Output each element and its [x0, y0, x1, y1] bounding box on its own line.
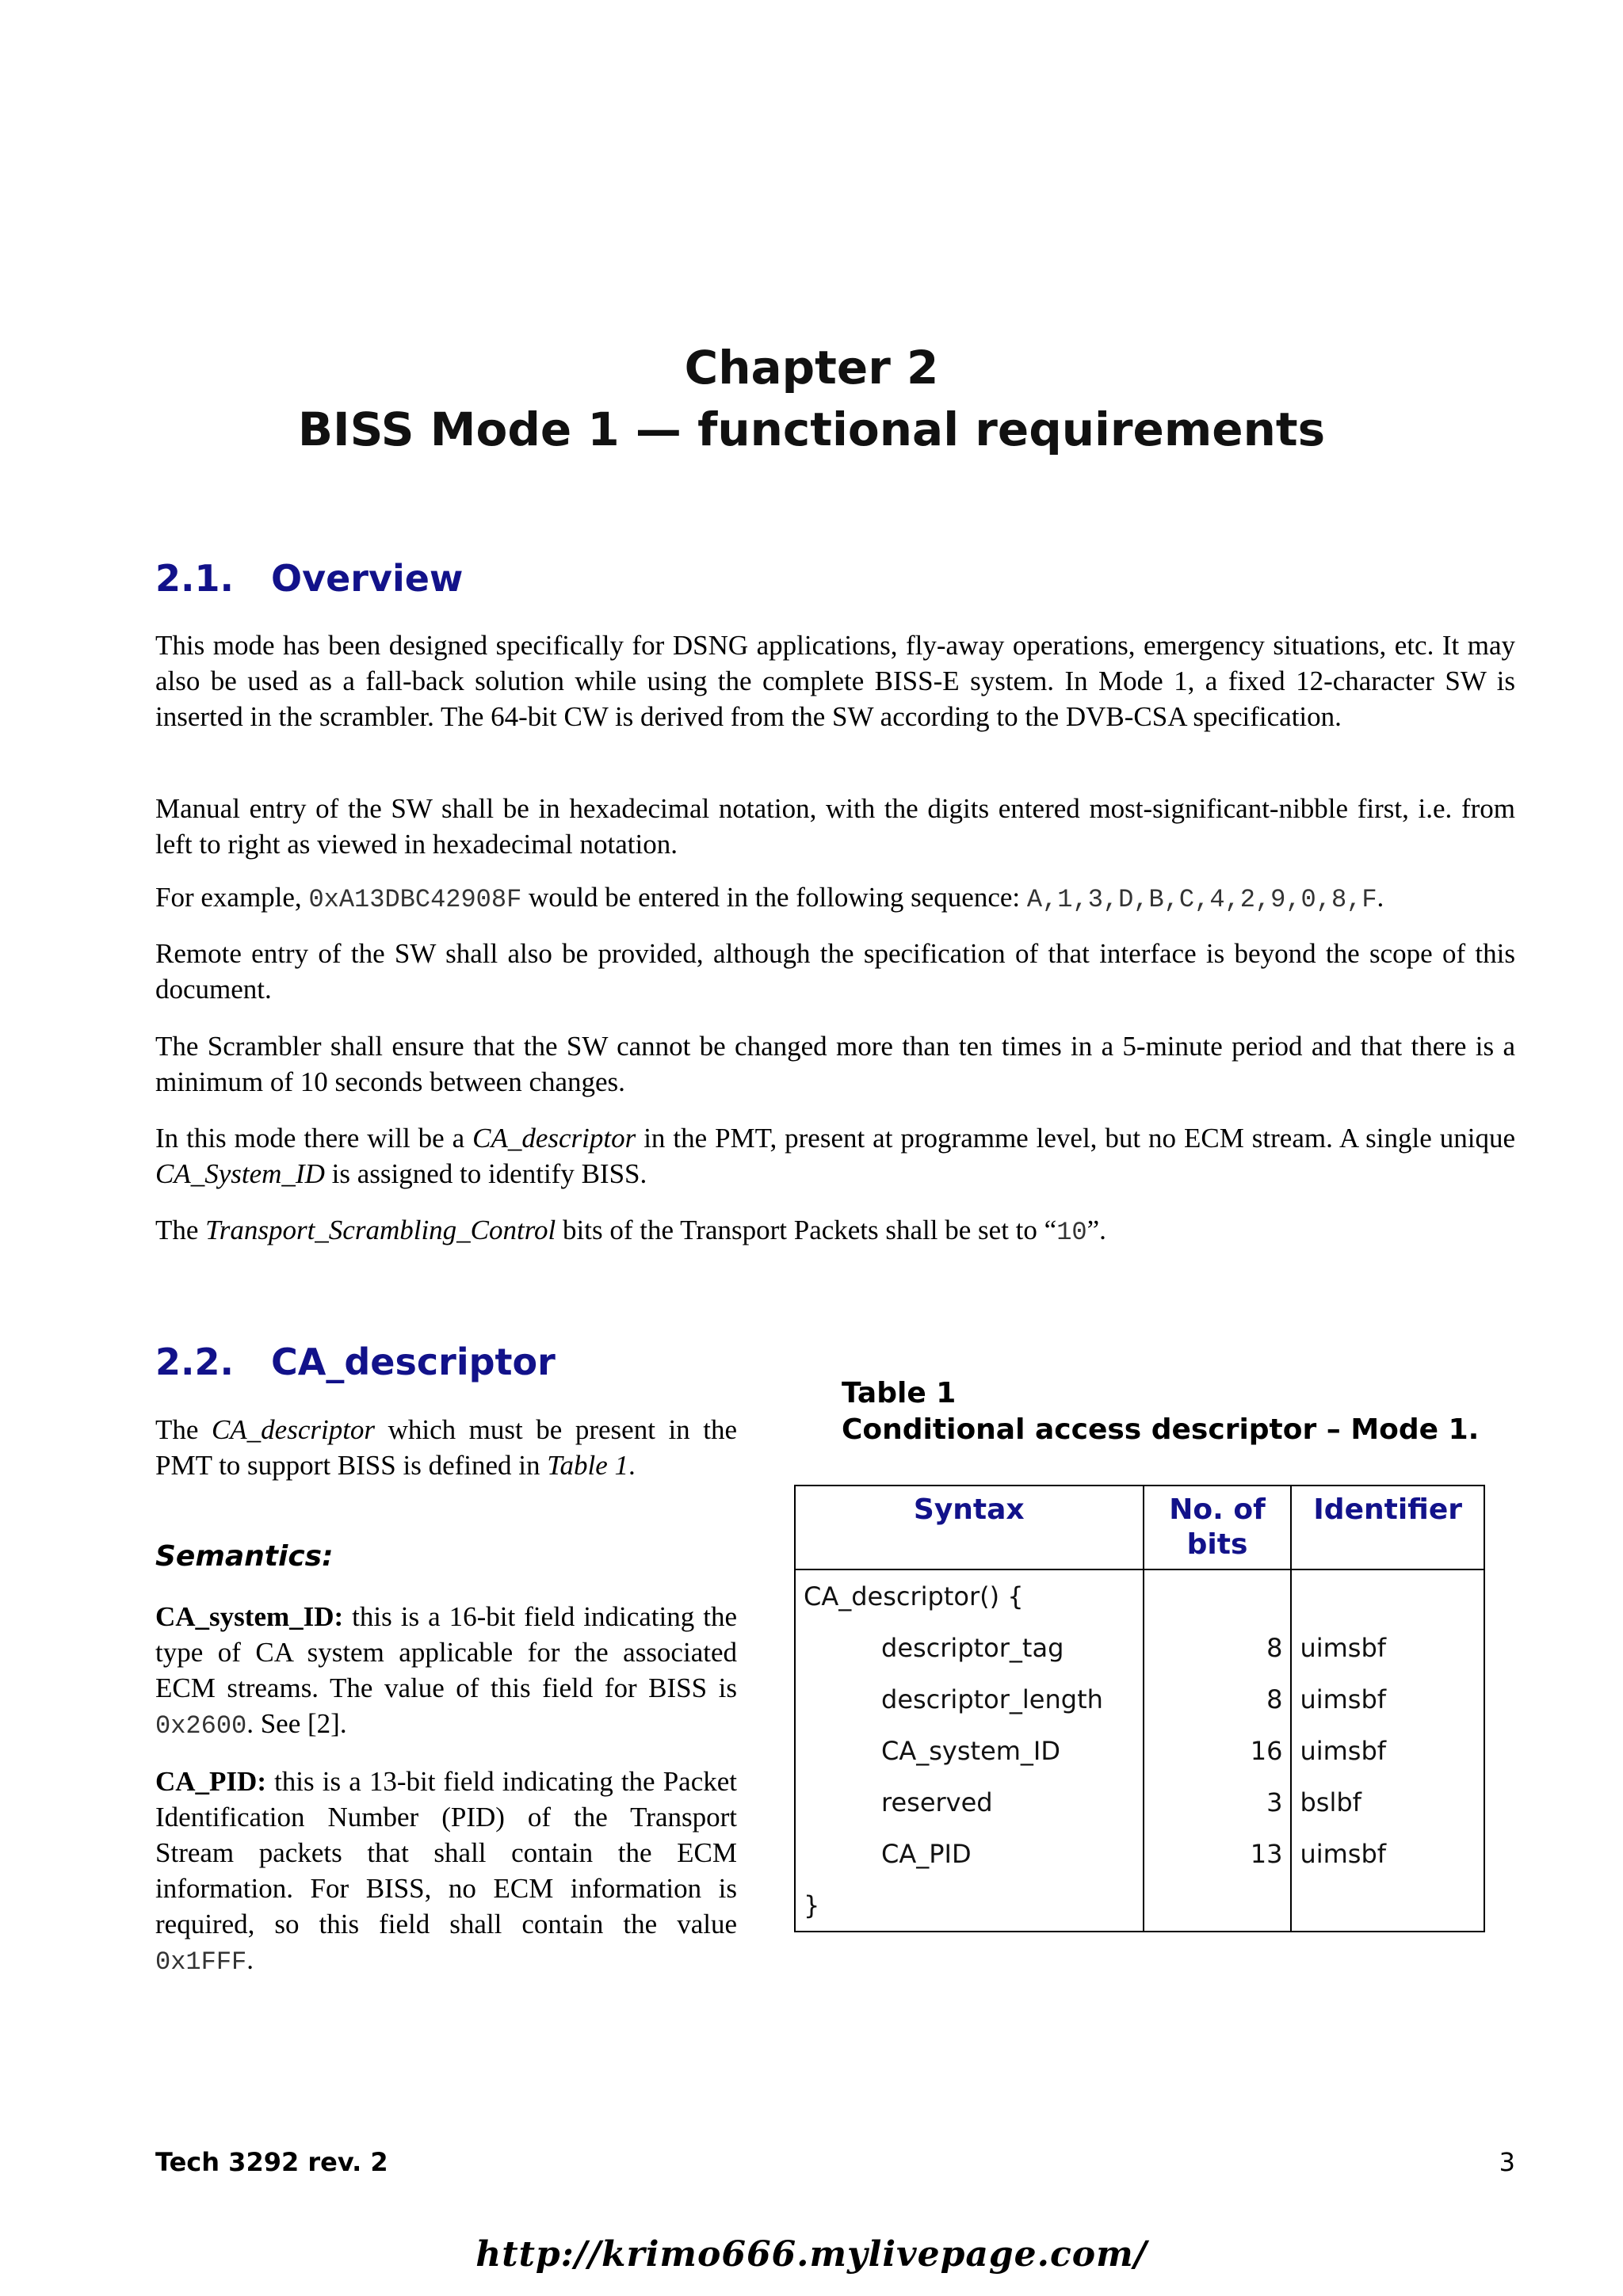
- cell-identifier: [1291, 1879, 1484, 1932]
- code-example-sw: 0xA13DBC42908F: [308, 885, 522, 914]
- code-value: 0x2600: [155, 1711, 247, 1741]
- overview-paragraph-4: Remote entry of the SW shall also be provided, although the specification of that interface is beyond the scope of this document.: [155, 938, 1515, 1005]
- text-run: in the PMT, present at programme level, but no ECM stream. A single unique: [636, 1123, 1515, 1154]
- section-number: 2.2.: [155, 1341, 234, 1383]
- text-run: this is a 16-bit field indicating the type of CA system applicable for the associated ECM streams. The value of this field for BISS is: [155, 1601, 737, 1703]
- text-run: In this mode there will be a: [155, 1123, 473, 1154]
- term-ca-descriptor: CA_descriptor: [472, 1123, 636, 1154]
- page-number: 3: [1499, 2147, 1515, 2177]
- overview-paragraph-3: [155, 879, 1515, 917]
- cell-bits: 3: [1144, 1776, 1292, 1828]
- table-row: [795, 1622, 1484, 1673]
- code-value: 10: [1056, 1218, 1087, 1247]
- table-title: Conditional access descriptor – Mode 1.: [842, 1413, 1480, 1446]
- table-caption: [842, 1375, 1479, 1448]
- cell-bits: [1144, 1569, 1292, 1622]
- term-ca-system-id: CA_System_ID: [155, 1158, 325, 1189]
- section-title: Overview: [271, 557, 464, 600]
- header-identifier: Identifier: [1291, 1486, 1484, 1569]
- cell-identifier: uimsbf: [1291, 1828, 1484, 1879]
- header-bits: No. of bits: [1144, 1486, 1292, 1569]
- cell-syntax: reserved: [795, 1776, 1144, 1828]
- chapter-number: Chapter 2: [684, 341, 939, 395]
- text-run: . See [2].: [246, 1708, 347, 1739]
- header-syntax: Syntax: [795, 1486, 1144, 1569]
- text-run: For example,: [155, 882, 309, 913]
- ca-system-id-definition: [155, 1599, 737, 1744]
- code-sequence: A,1,3,D,B,C,4,2,9,0,8,F: [1026, 885, 1377, 914]
- ca-descriptor-intro: [155, 1412, 737, 1483]
- term-transport-scrambling-control: Transport_Scrambling_Control: [205, 1215, 556, 1245]
- definition-term: CA_PID:: [155, 1766, 266, 1797]
- overview-paragraph-2: Manual entry of the SW shall be in hexadecimal notation, with the digits entered most-significant-nibble first, i.e. from left to right as viewed in hexadecimal notation.: [155, 793, 1515, 860]
- cell-bits: 16: [1144, 1725, 1292, 1776]
- cell-bits: 13: [1144, 1828, 1292, 1879]
- footer-doc-id: Tech 3292 rev. 2: [155, 2147, 388, 2177]
- text-run: which must be present in the PMT to support BISS is defined in: [155, 1414, 737, 1481]
- cell-bits: 8: [1144, 1622, 1292, 1673]
- cell-syntax: CA_PID: [795, 1828, 1144, 1879]
- text-run: is assigned to identify BISS.: [324, 1158, 647, 1189]
- chapter-title: [0, 337, 1623, 460]
- table-row: [795, 1673, 1484, 1725]
- overview-paragraph-6: [155, 1120, 1515, 1192]
- section-heading-ca-descriptor: [155, 1341, 556, 1383]
- text-run: this is a 13-bit field indicating the Packet Identification Number (PID) of the Transport Stream packets that shall contain the ECM information. For BISS, no ECM information is required, so this field shall contain the value: [155, 1766, 737, 1939]
- text-run: The: [155, 1215, 206, 1245]
- code-value: 0x1FFF: [155, 1947, 247, 1977]
- cell-identifier: uimsbf: [1291, 1673, 1484, 1725]
- term-ca-descriptor: CA_descriptor: [211, 1414, 376, 1445]
- cell-syntax: }: [795, 1879, 1144, 1932]
- table-row: [795, 1828, 1484, 1879]
- cell-syntax: CA_system_ID: [795, 1725, 1144, 1776]
- table-reference: Table 1: [547, 1450, 629, 1481]
- cell-syntax: descriptor_length: [795, 1673, 1144, 1725]
- text-run: .: [1377, 882, 1384, 913]
- descriptor-table: [794, 1485, 1485, 1932]
- cell-identifier: uimsbf: [1291, 1725, 1484, 1776]
- table-row: [795, 1776, 1484, 1828]
- table-row: [795, 1569, 1484, 1622]
- watermark-url: http://krimo666.mylivepage.com/: [475, 2234, 1148, 2275]
- semantics-heading: Semantics:: [155, 1540, 334, 1573]
- section-number: 2.1.: [155, 557, 234, 600]
- section-heading-overview: [155, 557, 463, 600]
- cell-syntax: descriptor_tag: [795, 1622, 1144, 1673]
- overview-paragraph-1: This mode has been designed specifically for DSNG applications, fly-away operations, emergency situations, etc. It may also be used as a fall-back solution while using the complete BISS-E system. In Mode 1, a fixed 12-character SW is inserted in the scrambler. The 64-bit CW is derived from the SW according to the DVB-CSA specification.: [155, 630, 1515, 732]
- text-run: bits of the Transport Packets shall be set to “: [556, 1215, 1057, 1245]
- definition-term: CA_system_ID:: [155, 1601, 344, 1632]
- text-run: would be entered in the following sequence:: [521, 882, 1027, 913]
- text-run: .: [246, 1944, 254, 1975]
- table-number: Table 1: [842, 1377, 957, 1409]
- chapter-name: BISS Mode 1 — functional requirements: [297, 402, 1326, 456]
- cell-syntax: CA_descriptor() {: [795, 1569, 1144, 1622]
- table-row: [795, 1725, 1484, 1776]
- ca-pid-definition: [155, 1764, 737, 1980]
- text-run: ”.: [1086, 1215, 1106, 1245]
- cell-bits: [1144, 1879, 1292, 1932]
- section-title: CA_descriptor: [271, 1341, 556, 1383]
- cell-bits: 8: [1144, 1673, 1292, 1725]
- cell-identifier: bslbf: [1291, 1776, 1484, 1828]
- overview-paragraph-7: [155, 1212, 1515, 1250]
- table-header-row: [795, 1486, 1484, 1569]
- table-row: [795, 1879, 1484, 1932]
- cell-identifier: uimsbf: [1291, 1622, 1484, 1673]
- cell-identifier: [1291, 1569, 1484, 1622]
- text-run: .: [628, 1450, 636, 1481]
- text-run: The: [155, 1414, 212, 1445]
- overview-paragraph-5: The Scrambler shall ensure that the SW cannot be changed more than ten times in a 5-minute period and that there is a minimum of 10 seconds between changes.: [155, 1031, 1515, 1097]
